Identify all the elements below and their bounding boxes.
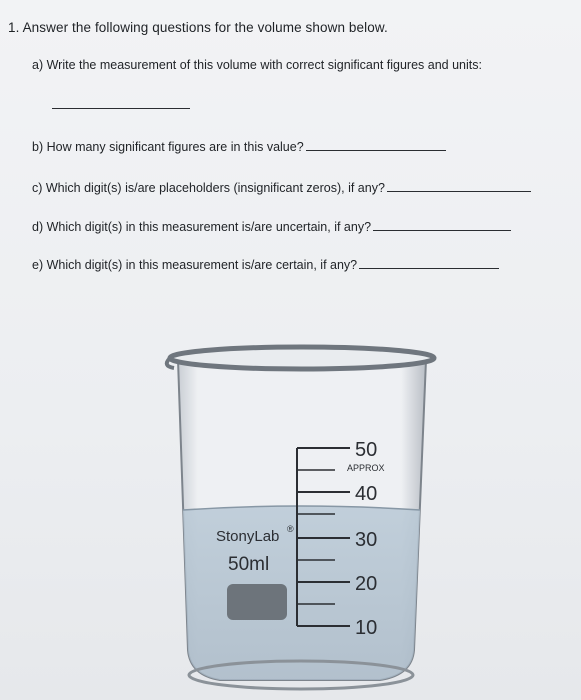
scale-label-10: 10	[355, 617, 378, 639]
capacity-label: 50ml	[228, 554, 270, 575]
question-d	[32, 219, 511, 234]
scale-label-20: 20	[355, 573, 378, 595]
scale-label-30: 30	[355, 529, 378, 551]
scale-label-40: 40	[355, 483, 378, 505]
question-e	[32, 257, 499, 272]
question-c	[32, 180, 531, 195]
question-c-text: c) Which digit(s) is/are placeholders (insignificant zeros), if any?	[32, 181, 385, 195]
question-a-text: a) Write the measurement of this volume with correct significant figures and units:	[32, 58, 482, 72]
answer-a-blank[interactable]	[52, 108, 190, 109]
label-patch	[227, 584, 287, 620]
answer-c-blank[interactable]	[387, 180, 531, 192]
beaker-rim	[170, 347, 434, 369]
question-d-text: d) Which digit(s) in this measurement is/are uncertain, if any?	[32, 220, 372, 234]
beaker-image	[150, 330, 450, 700]
brand-mark: ®	[287, 524, 294, 534]
question-title: 1. Answer the following questions for the volume shown below.	[8, 20, 388, 35]
answer-b-blank[interactable]	[306, 139, 446, 151]
brand-label: StonyLab	[216, 528, 280, 545]
question-b	[32, 139, 446, 154]
answer-d-blank[interactable]	[373, 219, 511, 231]
scale-label-50: 50	[355, 439, 378, 461]
answer-e-blank[interactable]	[359, 257, 499, 269]
question-e-text: e) Which digit(s) in this measurement is/are certain, if any?	[32, 258, 358, 272]
question-b-text: b) How many significant figures are in this value?	[32, 140, 304, 154]
approx-label: APPROX	[347, 463, 385, 473]
question-a	[32, 58, 482, 72]
